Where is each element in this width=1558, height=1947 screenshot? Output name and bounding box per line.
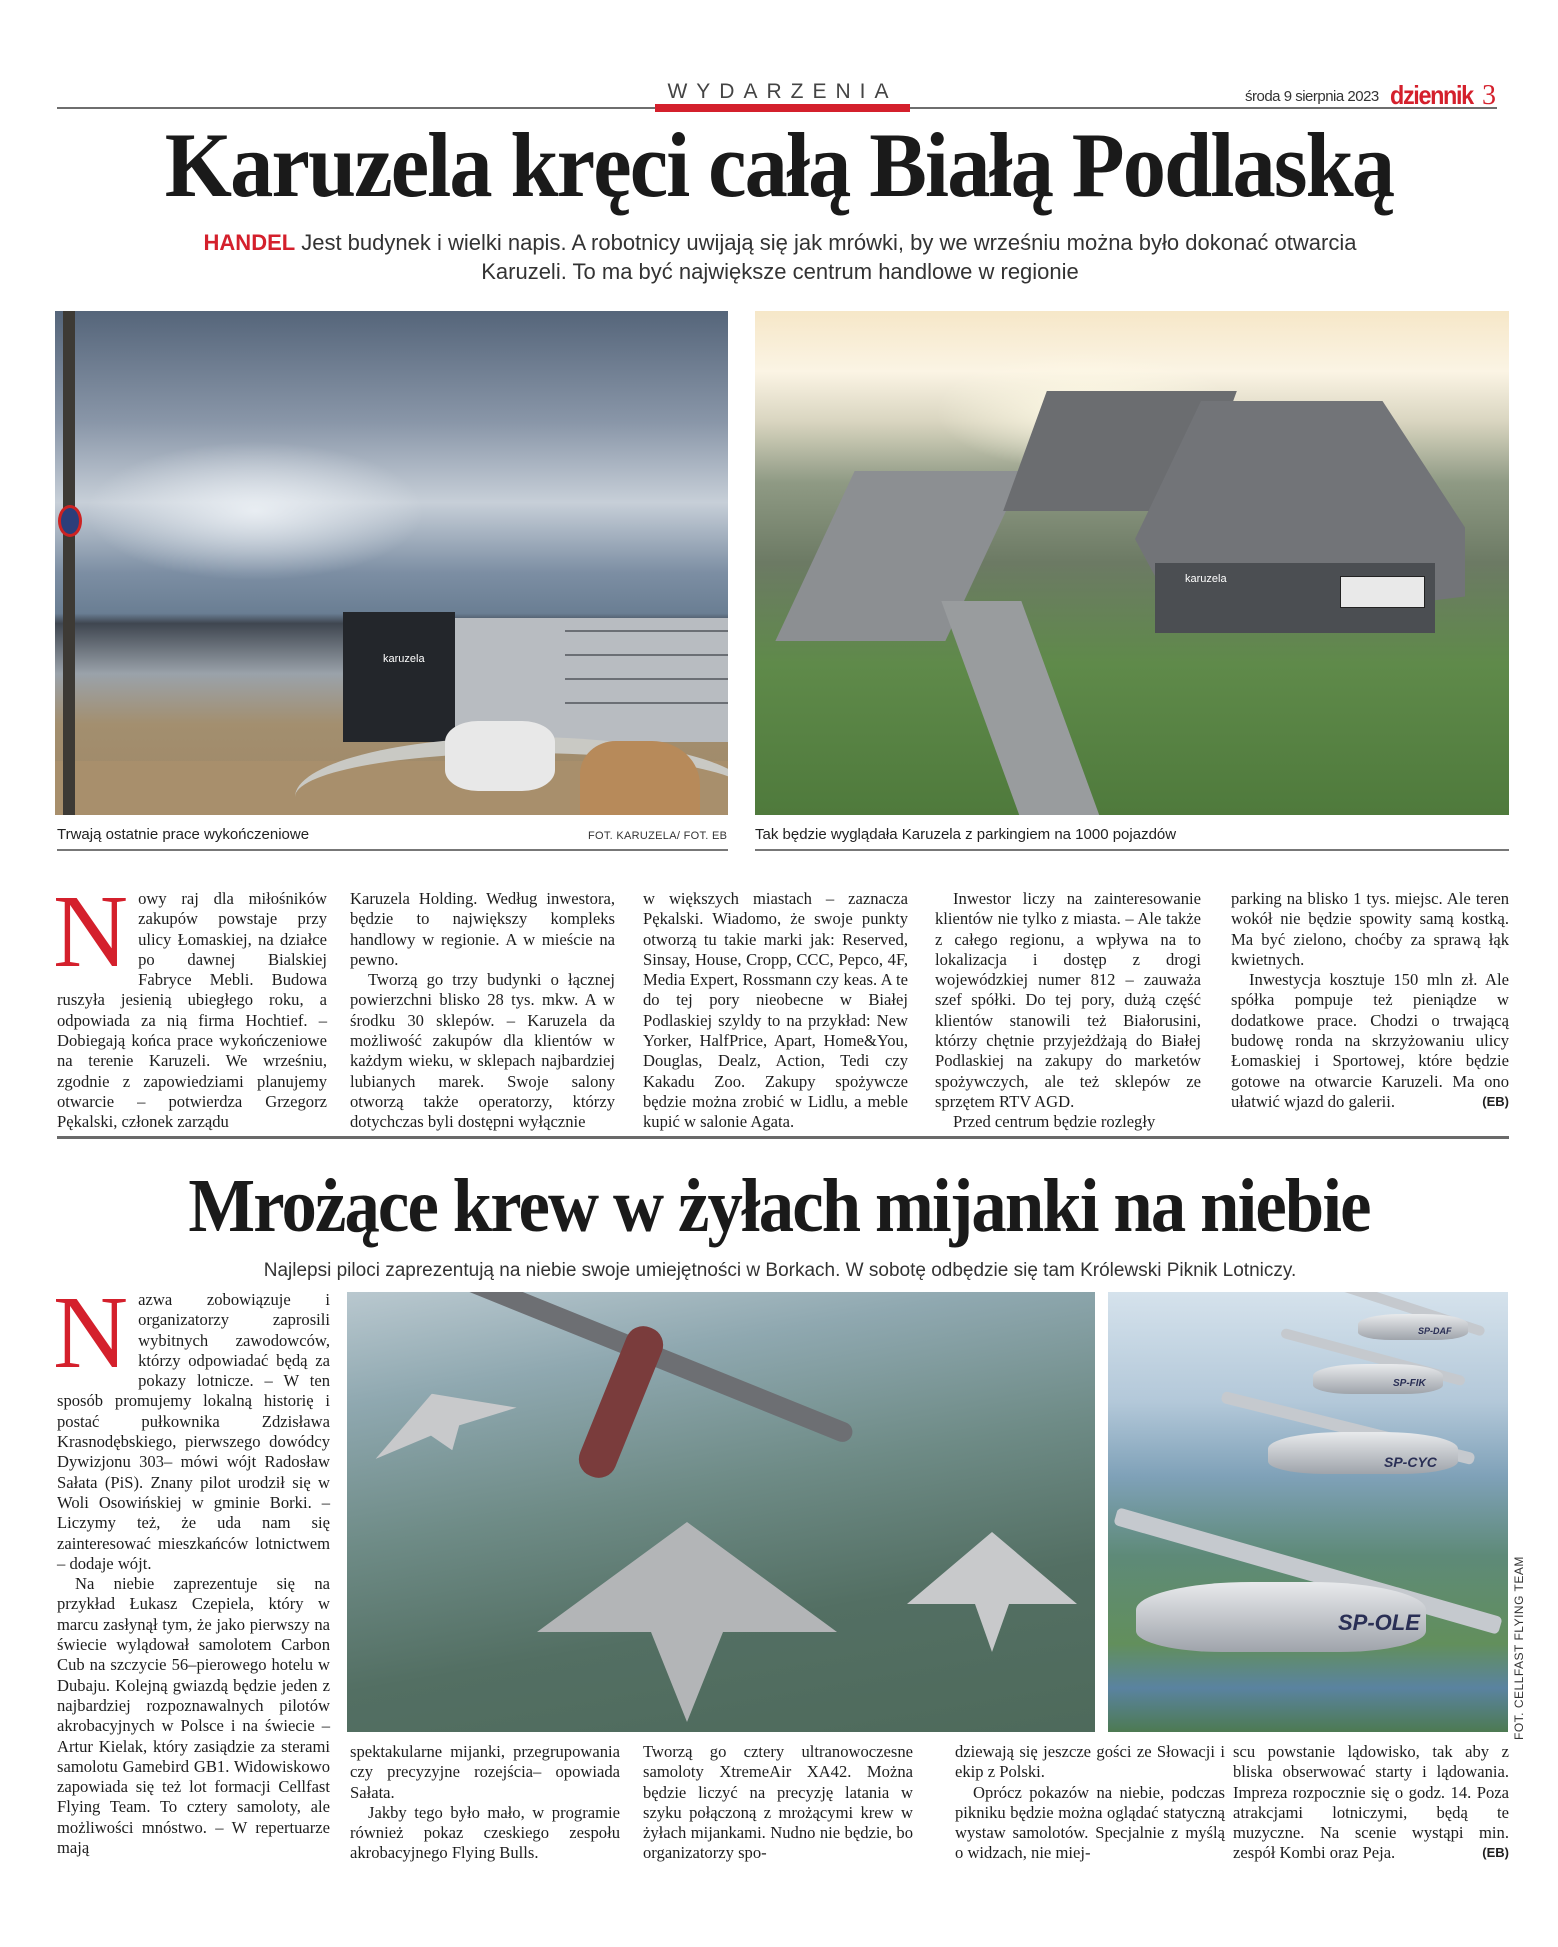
article1-lead-line1: Jest budynek i wielki napis. A robotnicy uwijają się jak mrówki, by we wrześniu można było dokonać otwarcia: [301, 230, 1357, 255]
article2-column-3: Tworzą go cztery ultranowoczesne samoloty XtremeAir XA42. Można będzie liczyć na precyzję latania w szyku połączoną z mrożącymi krew w żyłach mijankami. Nudno nie będzie, bo organizatorzy spo-: [643, 1742, 913, 1863]
article1-lead-line2: Karuzeli. To ma być największe centrum handlowe w regionie: [481, 259, 1079, 284]
author-signature-2: (EB): [1482, 1845, 1509, 1861]
newspaper-logo: dziennik: [1390, 80, 1473, 110]
jets-formation-photo: [347, 1292, 1095, 1732]
photo-credit-vertical: FOT. CELLFAST FLYING TEAM: [1512, 1556, 1526, 1740]
photo-left-caption: Trwają ostatnie prace wykończeniowe: [57, 826, 310, 843]
mall-render-photo: [755, 311, 1509, 815]
article1-column-4: Inwestor liczy na zainteresowanie klientów nie tylko z miasta. – Ale także z całego regionu, a wpływa na to lokalizacja i dostęp z drogi wojewódzkiej numer 812 – zauważa szef spółki. Do tej pory, dużą część klientów stanowili też Białorusini, którzy chętnie przyjeżdżają do Białej Podlaskiej na zakupy do marketów spożywczych, ale też sklepów ze sprzętem RTV AGD. Przed centrum będzie rozległy: [935, 889, 1201, 1132]
article1-column-3: w większych miastach – zaznacza Pękalski. Wiadomo, że swoje punkty otworzą tu takie marki jak: Reserved, Sinsay, House, Cropp, CCC, Pepco, 4F, Media Expert, Rossmann czy keas. A te do tej pory nieobecne w Białej Podlaskiej szyldy to na przykład: New Yorker, HalfPrice, Apart, Home&You, Douglas, Dealz, Action, Tedi czy Kakadu Zoo. Zakupy spożywcze będzie można zrobić w Lidlu, a meble kupić w salonie Agata.: [643, 889, 908, 1132]
store-signs-board: [1340, 576, 1425, 608]
article2-column-5: scu powstanie lądowisko, tak aby z bliska obserwować starty i lądowania. Impreza rozpocznie się o godz. 14. Poza atrakcjami lotniczymi, będą te muzyczne. Na scenie wystąpi min. zespół Kombi oraz Peja. (EB): [1233, 1742, 1509, 1863]
section-label: WYDARZENIA: [667, 80, 898, 103]
article2-dropcap: N: [53, 1275, 129, 1390]
article1-dropcap: N: [53, 874, 129, 989]
no-stopping-sign-icon: [58, 505, 82, 537]
render-sign: karuzela: [1185, 573, 1227, 585]
article1-headline: Karuzela kręci całą Białą Podlaską: [164, 114, 1394, 216]
photo-credit: FOT. KARUZELA/ FOT. EB: [588, 830, 728, 842]
article2-column-2: spektakularne mijanki, przegrupowania czy precyzyjne rozejścia– opowiada Sałata. Jakby tego było mało, w programie również pokaz czeskiego zespołu akrobacyjnego Flying Bulls.: [350, 1742, 620, 1863]
author-signature: (EB): [1482, 1093, 1509, 1109]
article-divider: [57, 1136, 1509, 1139]
construction-photo: [55, 311, 728, 815]
article1-column-5: parking na blisko 1 tys. miejsc. Ale teren wokół nie będzie spowity samą kostką. Ma być zielono, choćby za sprawą łąk kwietnych. Inwestycja kosztuje 150 mln zł. Ale spółka pompuje też pieniądze w dodatkowe prace. Chodzi o trwającą budowę ronda na skrzyżowaniu ulicy Łomaskiej i Sportowej, które będzie gotowe na otwarcie Karuzeli. Ma ono ułatwić wjazd do galerii. (EB): [1231, 889, 1509, 1111]
issue-date: środa 9 sierpnia 2023: [1245, 88, 1379, 105]
article2-column-1: N azwa zobowiązuje i organizatorzy zaprosili wybitnych zawodowców, którzy odpowiadać będą za pokazy lotnicze. – W ten sposób promujemy lokalną historię i postać pułkownika Zdzisława Krasnodębskiego, pierwszego dowódcy Dywizjonu 303– mówi wójt Radosław Sałata (PiS). Znany pilot urodził się w Woli Osowińskiej w gminie Borki. – Liczymy też, że uda nam się zainteresować mieszkańców lotnictwem – dodaje wójt. Na niebie zaprezentuje się na przykład Łukasz Czepiela, który w marcu zasłynął tym, że jako pierwszy na świecie wylądował samolotem Carbon Cub na szczycie 56–pierowego hotelu w Dubaju. Kolejną gwiazdą będzie jeden z najbardziej rozpoznawalnych pilotów akrobacyjnych w Polsce i na świecie – Artur Kielak, który zasiądzie za sterami samolotu Gamebird GB1. Widowiskowo zapowiada się też lot formacji Cellfast Flying Team. To cztery samoloty, ale możliwości mnóstwo. – W repertuarze mają: [53, 1275, 330, 1858]
page-number: 3: [1482, 80, 1496, 111]
article2-headline: Mrożące krew w żyłach mijanki na niebie: [188, 1164, 1370, 1248]
building-sign: karuzela: [383, 653, 425, 665]
article2-column-4: dziewają się jeszcze gości ze Słowacji i ekip z Polski. Oprócz pokazów na niebie, podczas pikniku będzie można oglądać statyczną wystaw samolotów. Specjalnie z myślą o widzach, nie miej-: [955, 1742, 1225, 1863]
article1-kicker: HANDEL: [203, 230, 296, 255]
article2-lead: Najlepsi piloci zaprezentują na niebie swoje umiejętności w Borkach. W sobotę odbędzie się tam Królewski Piknik Lotniczy.: [263, 1260, 1297, 1281]
cellfast-planes-photo: SP-DAF SP-FIK SP-CYC SP-OLE: [1108, 1292, 1508, 1732]
article1-column-2: Karuzela Holding. Według inwestora, będzie to największy kompleks handlowy w regionie. A w mieście na pewno. Tworzą go trzy budynki o łącznej powierzchni blisko 28 tys. mkw. A w środku 30 sklepów. – Karuzela da możliwość zakupów dla klientów w każdym wieku, w sklepach najbardziej lubianych marek. Swoje salony otworzą także operatorzy, którzy dotychczas byli dostępni wyłącznie: [350, 889, 615, 1132]
article1-column-1: N owy raj dla miłośników zakupów powstaje przy ulicy Łomaskiej, na działce po dawnej Bialskiej Fabryce Mebli. Budowa ruszyła jesienią ubiegłego roku, a odpowiada za nią firma Hochtief. – Dobiegają końca prace wykończeniowe na terenie Karuzeli. We wrześniu, zgodnie z zapowiedziami planujemy otwarcie – potwierdza Grzegorz Pękalski, członek zarządu: [53, 874, 327, 1132]
article1-lead: [90, 228, 1470, 286]
photo-right-caption: Tak będzie wyglądała Karuzela z parkingiem na 1000 pojazdów: [755, 826, 1177, 843]
